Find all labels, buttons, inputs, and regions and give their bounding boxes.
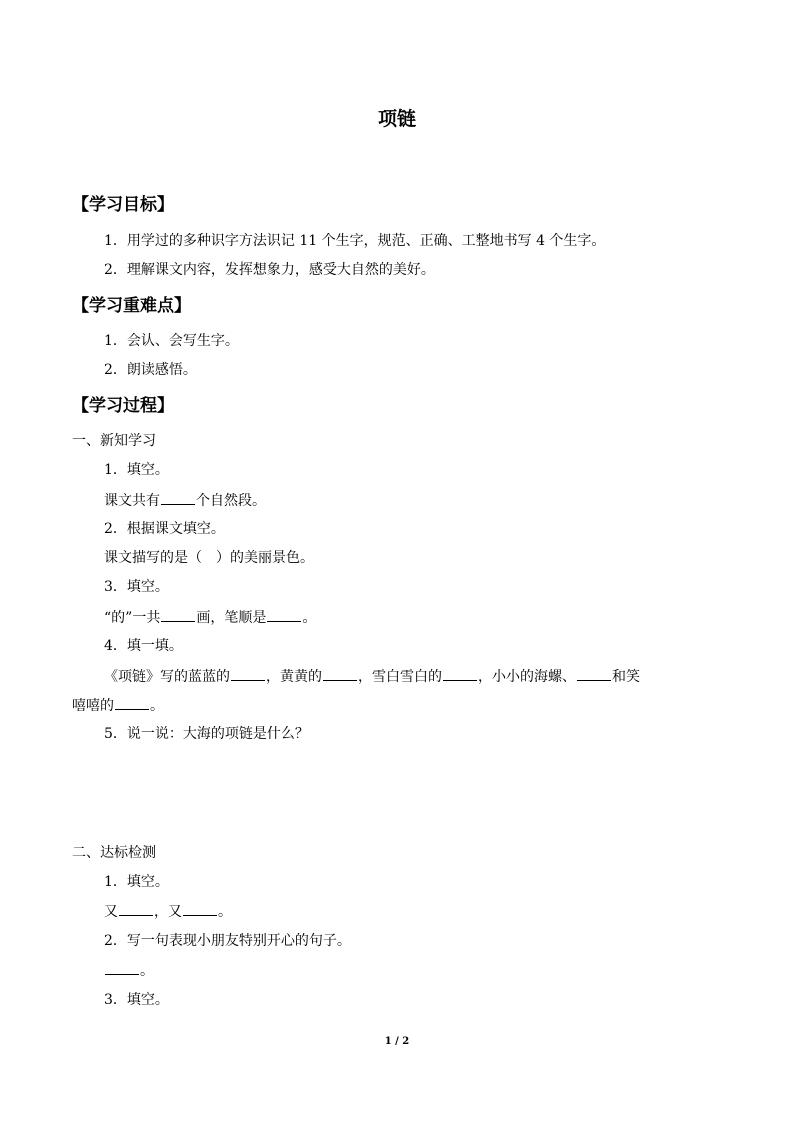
text-segment: 和笑 xyxy=(612,669,640,685)
keypoint-item-1: 1．会认、会写生字。 xyxy=(104,333,239,349)
text-segment: 。 xyxy=(302,610,317,626)
fill-blank[interactable] xyxy=(183,901,217,916)
text-segment: 个自然段。 xyxy=(196,493,266,509)
fill-blank[interactable] xyxy=(105,960,139,975)
part2-question-1-line xyxy=(104,901,232,922)
text-segment: 。 xyxy=(140,963,154,979)
part2-question-1: 1．填空。 xyxy=(104,874,169,890)
part1-question-5: 5．说一说：大海的项链是什么？ xyxy=(104,726,309,742)
part2-question-2: 2．写一句表现小朋友特别开心的句子。 xyxy=(104,933,351,949)
fill-blank[interactable] xyxy=(119,901,153,916)
text-segment: ，黄黄的 xyxy=(266,669,322,685)
part1-question-2: 2．根据课文填空。 xyxy=(104,521,225,537)
section-heading-process: 【学习过程】 xyxy=(72,396,174,416)
part2-question-2-line xyxy=(104,960,154,981)
part1-question-3: 3．填空。 xyxy=(104,579,169,595)
text-segment: 画，笔顺是 xyxy=(196,610,267,626)
text-segment: 又 xyxy=(104,904,118,920)
part1-question-1: 1．填空。 xyxy=(104,462,169,478)
fill-blank[interactable] xyxy=(577,666,611,681)
text-segment: 课文共有 xyxy=(104,493,160,509)
part1-question-3-line xyxy=(104,607,316,628)
section-heading-keypoints: 【学习重难点】 xyxy=(72,296,191,316)
fill-blank[interactable] xyxy=(267,607,301,622)
text-segment: 。 xyxy=(218,904,232,920)
goal-item-1: 1．用学过的多种识字方法识记 11 个生字，规范、正确、工整地书写 4 个生字。 xyxy=(104,233,606,249)
part1-question-1-line xyxy=(104,490,266,511)
part1-question-4-line-1 xyxy=(104,666,640,687)
text-segment: 嘻嘻的 xyxy=(72,698,114,714)
page-number: 1 / 2 xyxy=(384,1036,410,1047)
part1-label: 一、新知学习 xyxy=(72,433,156,449)
part2-question-3: 3．填空。 xyxy=(104,992,169,1008)
fill-blank[interactable] xyxy=(443,666,477,681)
part2-label: 二、达标检测 xyxy=(72,845,156,861)
fill-blank[interactable] xyxy=(161,607,195,622)
text-segment: 。 xyxy=(150,698,164,714)
goal-item-2: 2．理解课文内容，发挥想象力，感受大自然的美好。 xyxy=(104,262,435,278)
fill-blank[interactable] xyxy=(115,695,149,710)
part1-question-2-line: 课文描写的是（ ）的美丽景色。 xyxy=(104,550,314,566)
fill-blank[interactable] xyxy=(161,490,195,505)
text-segment: “的”一共 xyxy=(104,610,161,626)
part1-question-4-line-2 xyxy=(72,695,164,716)
fill-blank[interactable] xyxy=(323,666,357,681)
keypoint-item-2: 2．朗读感悟。 xyxy=(104,362,197,378)
text-segment: ，雪白雪白的 xyxy=(358,669,442,685)
fill-blank[interactable] xyxy=(231,666,265,681)
section-heading-goals: 【学习目标】 xyxy=(72,195,174,215)
text-segment: 《项链》写的蓝蓝的 xyxy=(104,669,230,685)
text-segment: ，小小的海螺、 xyxy=(478,669,576,685)
text-segment: ，又 xyxy=(154,904,182,920)
page-title: 项链 xyxy=(377,108,416,130)
part1-question-4: 4．填一填。 xyxy=(104,638,183,654)
